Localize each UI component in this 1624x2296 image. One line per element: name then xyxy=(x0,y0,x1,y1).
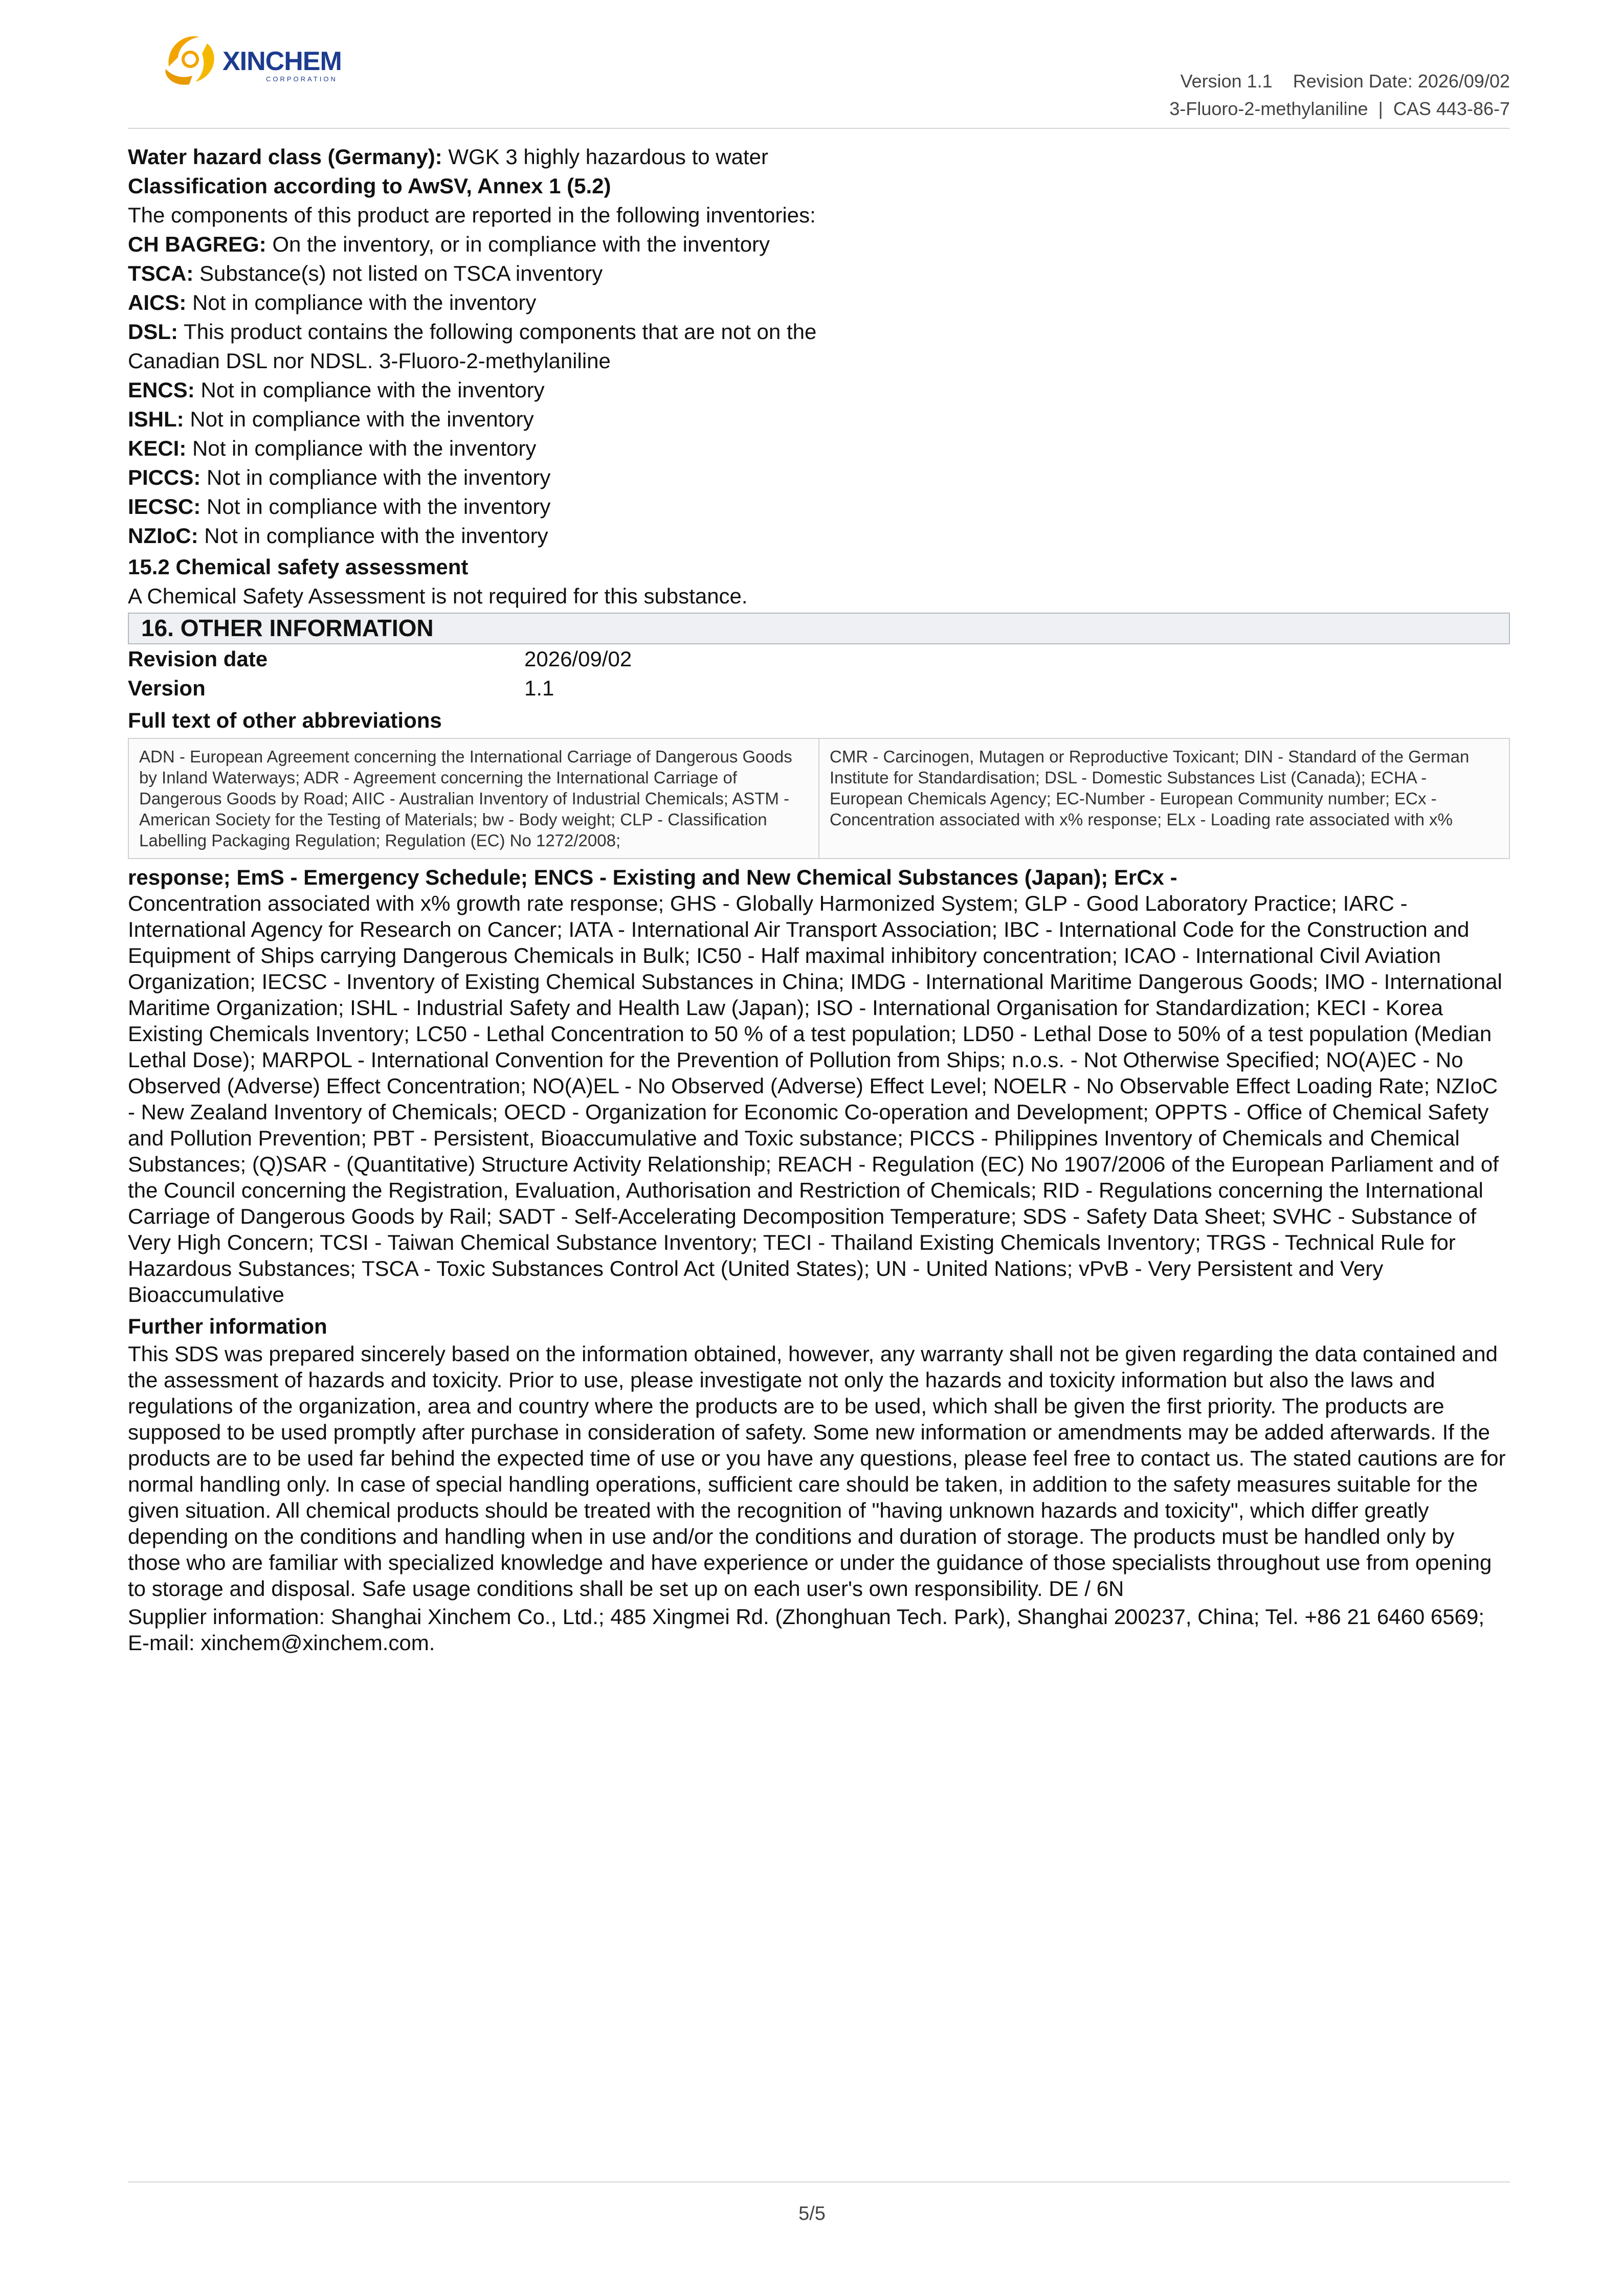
logo-text: XINCHEM xyxy=(223,47,342,76)
csa-heading: 15.2 Chemical safety assessment xyxy=(128,555,469,579)
version-line: Version 1.1 Revision Date: 2026/09/02 xyxy=(1180,71,1510,92)
version-label: Version xyxy=(128,676,206,700)
abbreviations-bold-line: response; EmS - Emergency Schedule; ENCS - Existing and New Chemical Substances (Japan); ErCx - xyxy=(128,865,1177,889)
dsl-continuation: Canadian DSL nor NDSL. 3-Fluoro-2-methylaniline xyxy=(128,349,611,373)
abbreviations-table xyxy=(128,738,1510,859)
product-line: 3-Fluoro-2-methylaniline | CAS 443-86-7 xyxy=(1169,98,1510,119)
revision-date-value: 2026/09/02 xyxy=(524,647,632,671)
abbreviations-left-column: ADN - European Agreement concerning the International Carriage of Dangerous Goods by Inland Waterways; ADR - Agreement concerning the International Carriage of Dangerous Goods by Road; AIIC - Australian Inventory of Industrial Chemicals; ASTM - American Society for the Testing of Materials; bw - Body weight; CLP - Classification Labelling Packaging Regulation; Regulation (EC) No 1272/2008; xyxy=(129,739,818,858)
header-divider xyxy=(128,128,1510,129)
inventory-row: TSCA: Substance(s) not listed on TSCA inventory xyxy=(128,261,603,285)
abbreviations-right-column: CMR - Carcinogen, Mutagen or Reproductive Toxicant; DIN - Standard of the German Institute for Standardisation; DSL - Domestic Substances List (Canada); ECHA - European Chemicals Agency; EC-Number - European Community number; ECx - Concentration associated with x% response; ELx - Loading rate associated with x% xyxy=(818,739,1509,858)
version-value: 1.1 xyxy=(524,676,554,700)
inventory-row: IECSC: Not in compliance with the inventory xyxy=(128,494,551,519)
abbreviations-continued: Concentration associated with x% growth rate response; GHS - Globally Harmonized System; GLP - Good Laboratory Practice; IARC - International Agency for Research on Cancer; IATA - International Air Transport Association; IBC - International Code for the Construction and Equipment of Ships carrying Dangerous Chemicals in Bulk; IC50 - Half maximal inhibitory concentration; ICAO - International Civil Aviation Organization; IECSC - Inventory of Existing Chemical Substances in China; IMDG - International Maritime Dangerous Goods; IMO - International Maritime Organization; ISHL - Industrial Safety and Health Law (Japan); ISO - International Organisation for Standardization; KECI - Korea Existing Chemicals Inventory; LC50 - Lethal Concentration to 50 % of a test population; LD50 - Lethal Dose to 50% of a test population (Median Lethal Dose); MARPOL - International Convention for the Prevention of Pollution from Ships; n.o.s. - Not Otherwise Specified; NO(A)EC - No Observed (Adverse) Effect Concentration; NO(A)EL - No Observed (Adverse) Effect Level; NOELR - No Observable Effect Loading Rate; NZIoC - New Zealand Inventory of Chemicals; OECD - Organization for Economic Co-operation and Development; OPPTS - Office of Chemical Safety and Pollution Prevention; PBT - Persistent, Bioaccumulative and Toxic substance; PICCS - Philippines Inventory of Chemicals and Chemical Substances; (Q)SAR - (Quantitative) Structure Activity Relationship; REACH - Regulation (EC) No 1907/2006 of the European Parliament and of the Council concerning the Registration, Evaluation, Authorisation and Restriction of Chemicals; RID - Regulations concerning the International Carriage of Dangerous Goods by Rail; SADT - Self-Accelerating Decomposition Temperature; SDS - Safety Data Sheet; SVHC - Substance of Very High Concern; TCSI - Taiwan Chemical Substance Inventory; TECI - Thailand Existing Chemicals Inventory; TRGS - Technical Rule for Hazardous Substances; TSCA - Toxic Substances Control Act (United States); UN - United Nations; vPvB - Very Persistent and Very Bioaccumulative xyxy=(128,891,1502,1307)
logo-subtext: CORPORATION xyxy=(266,75,338,83)
further-info-heading: Further information xyxy=(128,1314,327,1338)
csa-text: A Chemical Safety Assessment is not required for this substance. xyxy=(128,584,748,608)
awsv-heading: Classification according to AwSV, Annex 1 (5.2) xyxy=(128,174,611,198)
wgk-label: Water hazard class (Germany): xyxy=(128,145,442,169)
footer-divider xyxy=(128,2181,1510,2182)
inventory-row: PICCS: Not in compliance with the inventory xyxy=(128,465,551,489)
inventory-row: KECI: Not in compliance with the inventory xyxy=(128,436,537,460)
inventory-row: AICS: Not in compliance with the inventory xyxy=(128,290,537,314)
further-info-text: This SDS was prepared sincerely based on the information obtained, however, any warranty shall not be given regarding the data contained and the assessment of hazards and toxicity. Prior to use, please investigate not only the hazards and toxicity information but also the laws and regulations of the organization, area and country where the products are to be used, which shall be given the first priority. The products are supposed to be used promptly after purchase in consideration of safety. Some new information or amendments may be added afterwards. If the products are to be used far behind the expected time of use or you have any questions, please feel free to contact us. The stated cautions are for normal handling only. In case of special handling operations, sufficient care should be taken, in addition to the safety measures suitable for the given situation. All chemical products should be treated with the recognition of "having unknown hazards and toxicity", which differ greatly depending on the conditions and handling when in use and/or the conditions and duration of storage. The products must be handled only by those who are familiar with specialized knowledge and have experience or under the guidance of those specialists throughout use from opening to storage and disposal. Safe usage conditions shall be set up on each user's own responsibility. DE / 6N xyxy=(128,1342,1506,1601)
inventory-row: NZIoC: Not in compliance with the inventory xyxy=(128,524,548,548)
supplier-info: Supplier information: Shanghai Xinchem Co., Ltd.; 485 Xingmei Rd. (Zhonghuan Tech. Park), Shanghai 200237, China; Tel. +86 21 6460 6569; E-mail: xinchem@xinchem.com. xyxy=(128,1605,1485,1655)
main-content xyxy=(128,142,1510,1656)
inventory-row: ENCS: Not in compliance with the inventory xyxy=(128,378,545,402)
version-row xyxy=(128,673,1510,703)
inventories-intro: The components of this product are reported in the following inventories: xyxy=(128,203,816,227)
section-16-header: 16. OTHER INFORMATION xyxy=(128,613,1510,644)
logo-swirl-icon xyxy=(159,26,225,92)
abbreviations-heading: Full text of other abbreviations xyxy=(128,708,442,732)
document-meta xyxy=(1169,67,1510,123)
wgk-value: WGK 3 highly hazardous to water xyxy=(442,145,768,169)
inventory-row: DSL: This product contains the following components that are not on the xyxy=(128,320,817,344)
page-number: 5/5 xyxy=(798,2203,826,2224)
revision-date-label: Revision date xyxy=(128,647,268,671)
wgk-row xyxy=(128,142,1510,171)
inventory-row: ISHL: Not in compliance with the inventory xyxy=(128,407,534,431)
xinchem-logo xyxy=(159,26,353,92)
inventory-row: CH BAGREG: On the inventory, or in compliance with the inventory xyxy=(128,232,770,256)
revision-date-row xyxy=(128,644,1510,673)
